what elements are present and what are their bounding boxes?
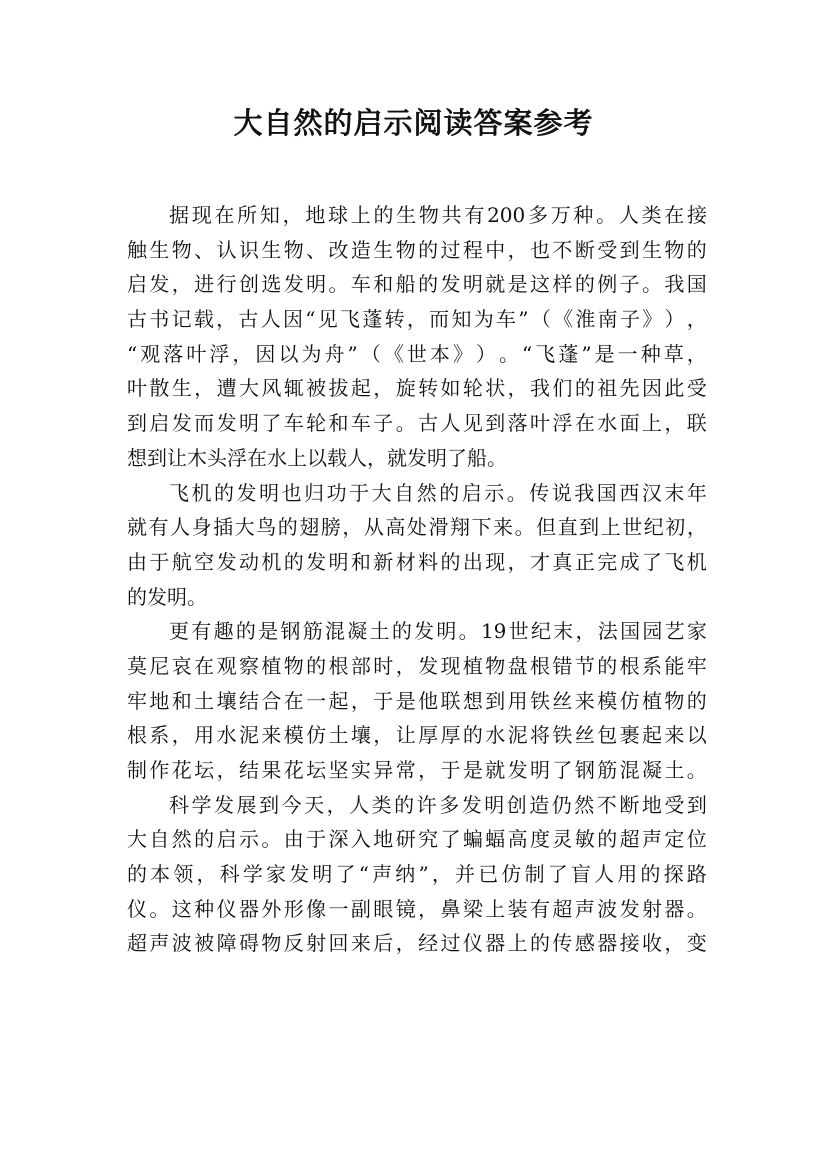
text-line: 到 启 发 而 发 明 了 车 轮 和 车 子 。 古 人 见 到 落 叶 浮 在 水 面 上 ， 联 [127,411,707,436]
text-line: 触 生 物 、 认 识 生 物 、 改 造 生 物 的 过 程 中 ， 也 不 断 受 到 生 物 的 [127,237,707,262]
text-line: 由 于 航 空 发 动 机 的 发 明 和 新 材 料 的 出 现 ， 才 真 正 完 成 了 飞 机 [127,549,707,574]
text-line: 就 有 人 身 插 大 鸟 的 翅 膀 ， 从 高 处 滑 翔 下 来 。 但 直 到 上 世 纪 初 ， [127,515,707,540]
text-line: 制 作 花 坛 ， 结 果 花 坛 坚 实 异 常 ， 于 是 就 发 明 了 钢 筋 混 凝 土 。 [127,758,707,782]
text-line: 想 到 让 木 头 浮 在 水 上 以 载 人 ， 就 发 明 了 船 。 [127,445,507,470]
text-line: 根 系 ， 用 水 泥 来 模 仿 土 壤 ， 让 厚 厚 的 水 泥 将 铁 丝 包 裹 起 来 以 [127,723,707,748]
document-title: 大自然的启示阅读答案参考 [233,106,594,140]
text-line: “ 观 落 叶 浮 ， 因 以 为 舟 ” （ 《 世 本 》 ） 。 “ 飞 蓬 ” 是 一 种 草 ， [127,341,707,366]
text-line: 大 自 然 的 启 示 。 由 于 深 入 地 研 究 了 蝙 蝠 高 度 灵 敏 的 超 声 定 位 [127,827,707,852]
text-line: 的 本 领 ， 科 学 家 发 明 了 “ 声 纳 ” ， 并 已 仿 制 了 盲 人 用 的 探 路 [127,862,707,887]
text-line: 叶 散 生 ， 遭 大 风 辄 被 拔 起 ， 旋 转 如 轮 状 ， 我 们 的 祖 先 因 此 受 [127,376,707,401]
text-line: 科 学 发 展 到 今 天 ， 人 类 的 许 多 发 明 创 造 仍 然 不 断 地 受 到 [169,792,707,817]
text-line: 据 现 在 所 知 ， 地 球 上 的 生 物 共 有 200 多 万 种 。 人 类 在 接 [169,203,707,227]
text-line: 飞 机 的 发 明 也 归 功 于 大 自 然 的 启 示 。 传 说 我 国 西 汉 末 年 [169,480,707,505]
text-line: 启 发 ， 进 行 创 选 发 明 。 车 和 船 的 发 明 就 是 这 样 的 例 子 。 我 国 [127,272,707,297]
text-line: 超 声 波 被 障 碍 物 反 射 回 来 后 ， 经 过 仪 器 上 的 传 感 器 接 收 ， 变 [127,931,707,956]
document-body [127,198,707,961]
text-line: 的 发 明 。 [127,584,207,609]
text-line: 仪 。 这 种 仪 器 外 形 像 一 副 眼 镜 ， 鼻 梁 上 装 有 超 声 波 发 射 器 。 [127,896,707,921]
text-line: 古 书 记 载 ， 古 人 因 “ 见 飞 蓬 转 ， 而 知 为 车 ” （ 《 淮 南 子 》 ） ， [127,307,707,332]
text-line: 更 有 趣 的 是 钢 筋 混 凝 土 的 发 明 。 19 世 纪 末 ， 法 国 园 艺 家 [169,619,707,644]
text-line: 莫 尼 哀 在 观 察 植 物 的 根 部 时 ， 发 现 植 物 盘 根 错 节 的 根 系 能 牢 [127,653,707,678]
text-line: 牢 地 和 土 壤 结 合 在 一 起 ， 于 是 他 联 想 到 用 铁 丝 来 模 仿 植 物 的 [127,688,707,713]
